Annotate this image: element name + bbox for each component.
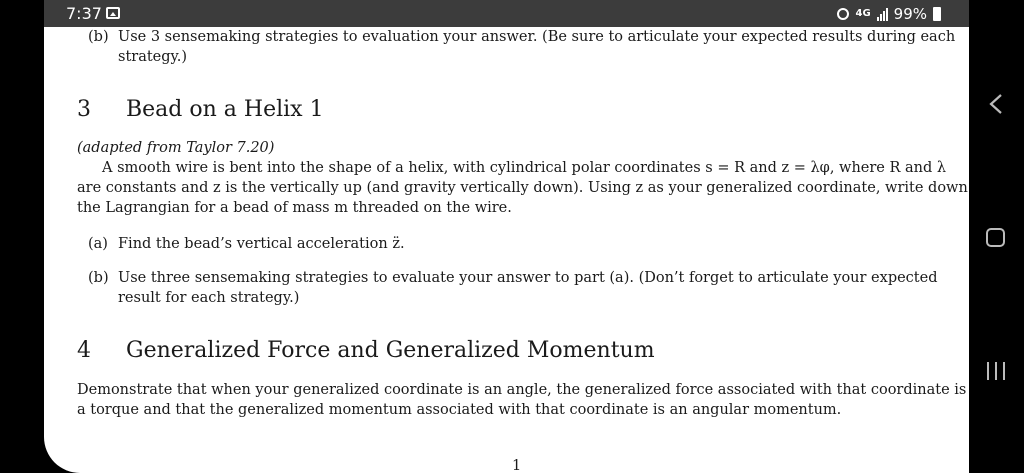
alarm-icon [837, 8, 849, 20]
item-a-text: Find the bead’s vertical acceleration z̈. [118, 236, 405, 252]
prev-item-b-line2: strategy.) [118, 49, 188, 65]
section-3-para-line2: are constants and z is the vertically up (and gravity vertically down). Using z as your generalized coordinate, write down [77, 180, 968, 196]
navigation-bar [969, 0, 1024, 473]
section-4-number: 4 [77, 338, 91, 363]
section-3-para-line3: the Lagrangian for a bead of mass m threaded on the wire. [77, 200, 512, 216]
page-number: 1 [512, 458, 522, 473]
status-bar [44, 0, 969, 27]
network-type-label: 4G [855, 8, 871, 19]
status-icons [837, 4, 941, 24]
item-a-label: (a) [88, 236, 108, 252]
section-4-title: Generalized Force and Generalized Momentum [126, 338, 655, 363]
document-page [44, 27, 969, 473]
section-4-para-line2: a torque and that the generalized momentum associated with that coordinate is an angular momentum. [77, 402, 842, 418]
battery-percent: 99% [893, 5, 927, 23]
back-icon[interactable] [987, 92, 1005, 116]
section-3-para-line1: A smooth wire is bent into the shape of a helix, with cylindrical polar coordinates s = R and z = λφ, where R and λ [102, 160, 947, 176]
prev-item-b-line1: Use 3 sensemaking strategies to evaluation your answer. (Be sure to articulate your expected results during each [118, 29, 956, 45]
prev-item-b-label: (b) [88, 29, 109, 45]
item-b-label: (b) [88, 270, 109, 286]
recents-icon[interactable] [987, 362, 1005, 380]
status-time: 7:37 [66, 4, 102, 23]
section-3-number: 3 [77, 97, 91, 122]
screen [44, 0, 969, 473]
image-notification-icon [106, 7, 120, 19]
section-3-source: (adapted from Taylor 7.20) [77, 140, 275, 156]
section-3-title: Bead on a Helix 1 [126, 97, 324, 122]
item-b-line2: result for each strategy.) [118, 290, 300, 306]
home-icon[interactable] [986, 228, 1005, 247]
item-b-line1: Use three sensemaking strategies to evaluate your answer to part (a). (Don’t forget to articulate your expected [118, 270, 938, 286]
section-4-para-line1: Demonstrate that when your generalized coordinate is an angle, the generalized force associated with that coordinate is [77, 382, 967, 398]
battery-icon [933, 7, 941, 21]
signal-icon [877, 8, 888, 21]
